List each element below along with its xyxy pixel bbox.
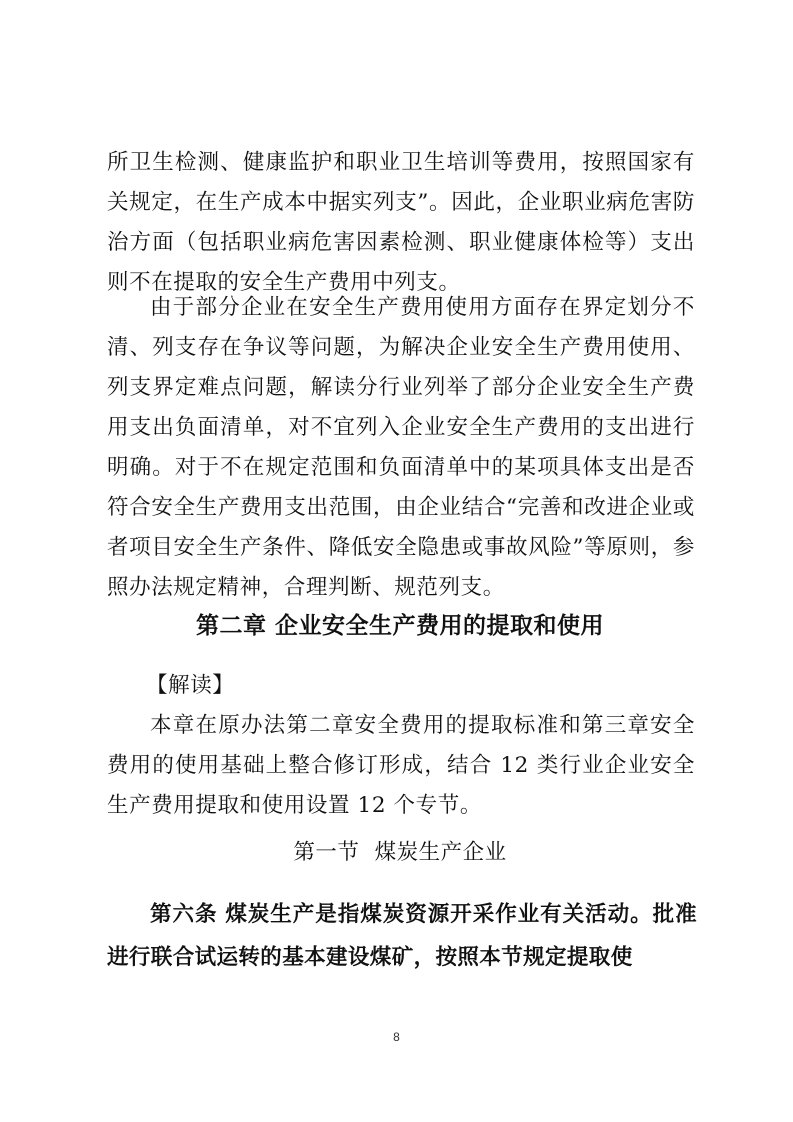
page-number: 8 <box>393 1030 400 1044</box>
article-label: 第六条 <box>150 902 218 927</box>
paragraph-expense-negative-list: 由于部分企业在安全生产费用使用方面存在界定划分不清、列支存在争议等问题，为解决企业安全生产费用使用、列支界定难点问题，解读分行业列举了部分企业安全生产费用支出负面清单，对不宜列入企业安全生产费用的支出进行明确。对于不在规定范围和负面清单中的某项具体支出是否符合安全生产费用支出范围，由企业结合“完善和改进企业或者项目安全生产条件、降低安全隐患或事故风险”等原则，参照办法规定精神，合理判断、规范列支。 <box>107 295 695 600</box>
article-six <box>107 893 697 979</box>
section-title: 第一节 煤炭生产企业 <box>293 840 507 865</box>
paragraph-occupational-health: 所卫生检测、健康监护和职业卫生培训等费用，按照国家有关规定，在生产成本中据实列支”。因此，企业职业病危害防治方面（包括职业病危害因素检测、职业健康体检等）支出则不在提取的安全生产费用中列支。 <box>107 150 695 295</box>
paragraph-chapter-interpretation: 本章在原办法第二章安全费用的提取标准和第三章安全费用的使用基础上整合修订形成，结合 12 类行业企业安全生产费用提取和使用设置 12 个专节。 <box>107 713 695 818</box>
chapter-title: 第二章 企业安全生产费用的提取和使用 <box>195 613 604 639</box>
interpretation-label: 【解读】 <box>146 673 235 698</box>
article-text: 煤炭生产是指煤炭资源开采作业有关活动。批准进行联合试运转的基本建设煤矿，按照本节规定提取使 <box>107 902 698 970</box>
